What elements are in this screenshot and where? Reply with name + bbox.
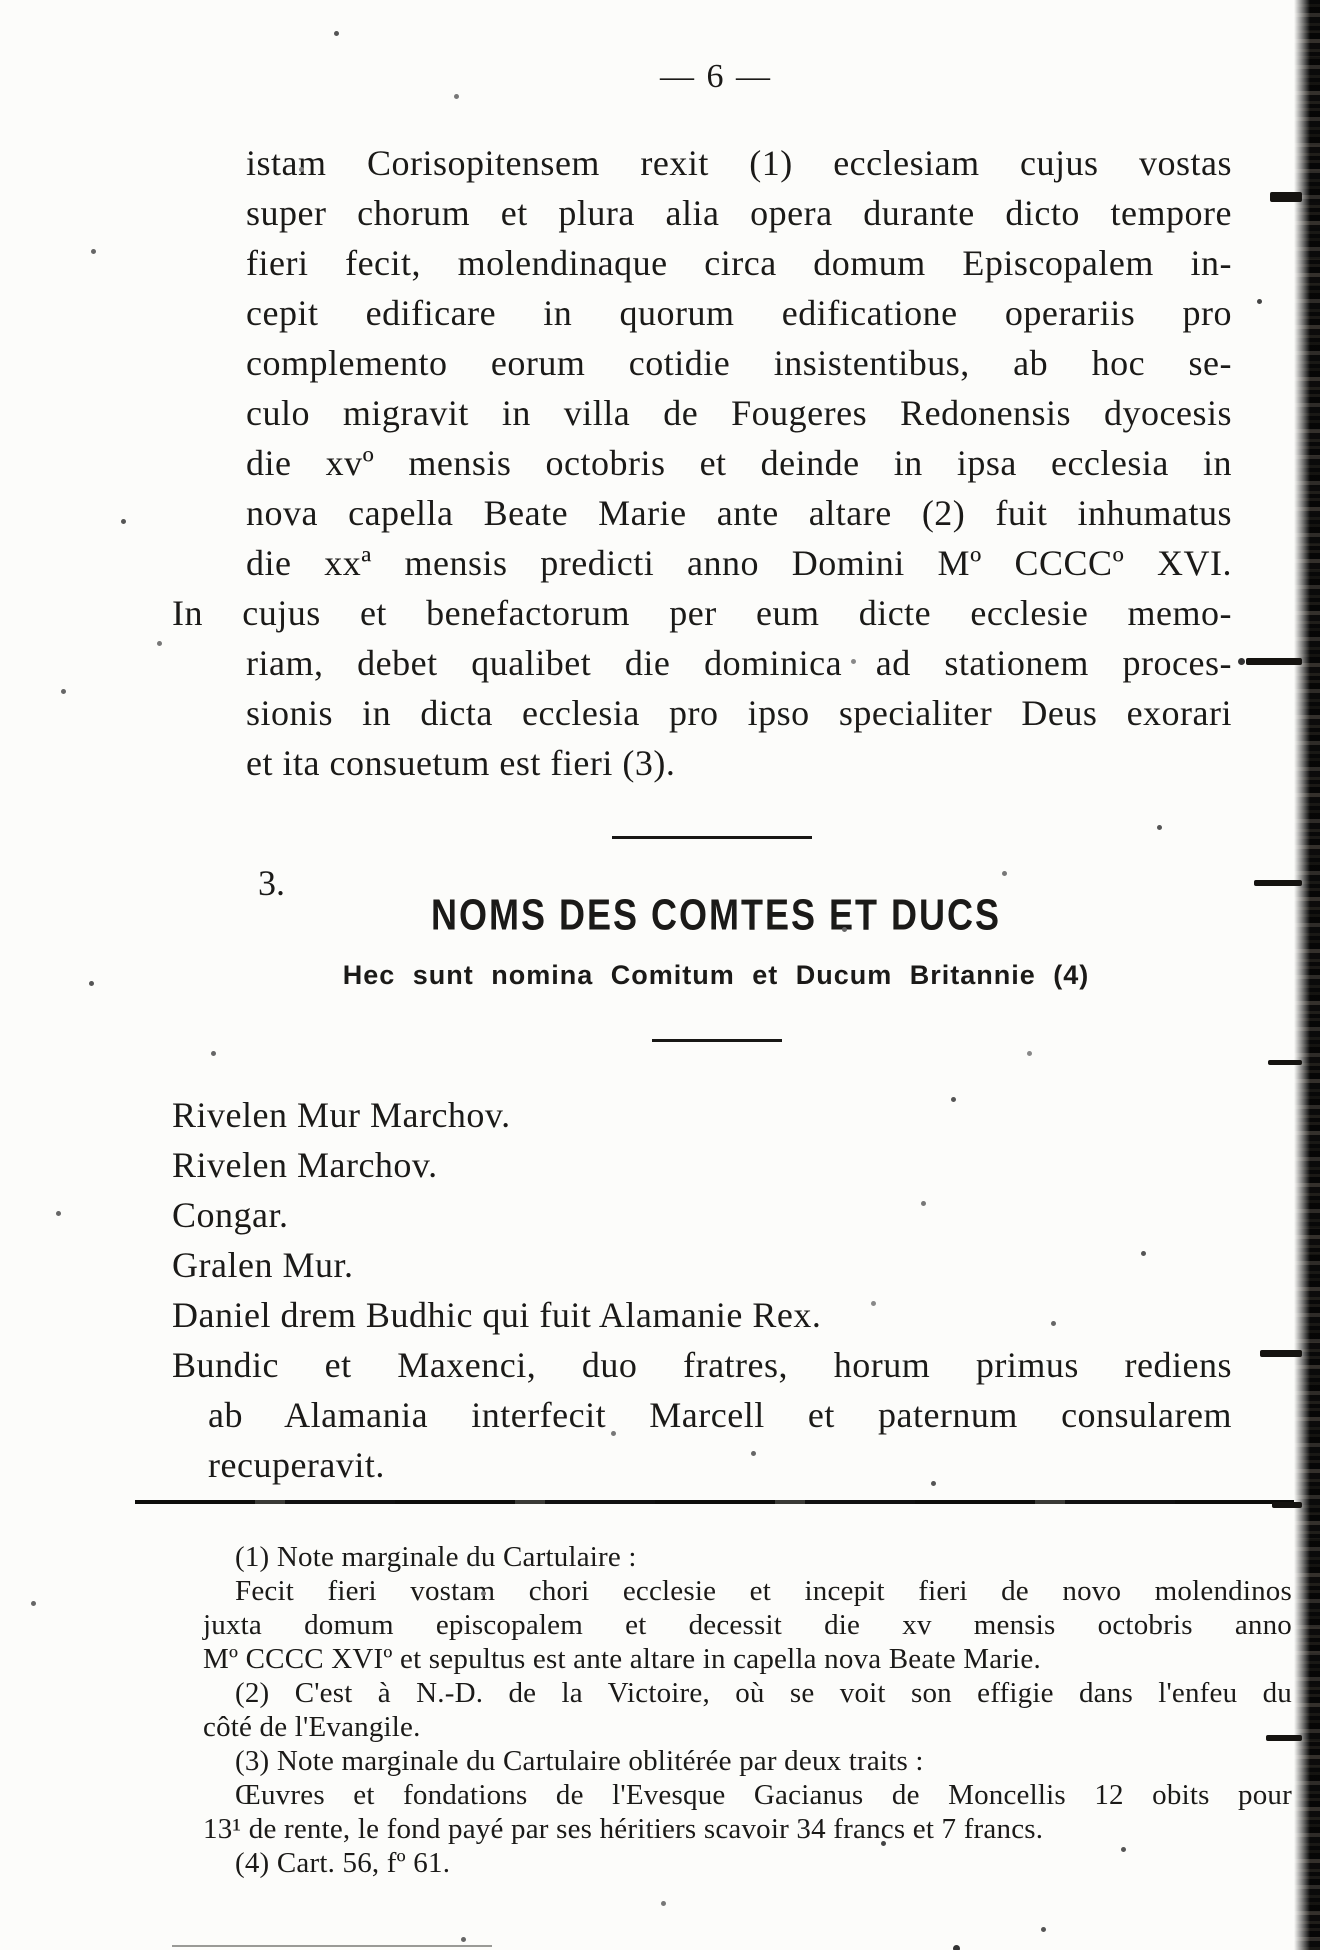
text-line: fieri fecit, molendinaque circa domum Episcopalem in- (246, 243, 1232, 283)
page-number: — 6 — (660, 58, 772, 95)
list-item: Rivelen Mur Marchov. (172, 1095, 511, 1135)
footnote-line: (3) Note marginale du Cartulaire oblitérée par deux traits : (235, 1745, 924, 1777)
section-number: 3. (258, 863, 285, 903)
main-paragraph (0, 138, 1232, 788)
scan-bottom-mark (172, 1945, 492, 1947)
footnote-line: Œuvres et fondations de l'Evesque Gacianus de Moncellis 12 obits pour (235, 1779, 1292, 1811)
list-item: Daniel drem Budhic qui fuit Alamanie Rex. (172, 1295, 822, 1335)
scan-edge-mark (1272, 1502, 1302, 1508)
footnote-line: juxta domum episcopalem et decessit die xv mensis octobris anno (203, 1609, 1292, 1641)
text-line: super chorum et plura alia opera durante dicto tempore (246, 193, 1232, 233)
list-item: ab Alamania interfecit Marcell et paternum consularem (208, 1395, 1232, 1435)
footnote-line: (2) C'est à N.-D. de la Victoire, où se voit son effigie dans l'enfeu du (235, 1677, 1292, 1709)
text-line: die xvº mensis octobris et deinde in ipsa ecclesia in (246, 443, 1232, 483)
scan-edge-mark (1254, 880, 1302, 886)
scan-binding-edge (1294, 0, 1320, 1950)
section-subtitle: Hec sunt nomina Comitum et Ducum Britannie (4) (342, 960, 1090, 990)
text-line: istam Corisopitensem rexit (1) ecclesiam cujus vostas (246, 143, 1232, 183)
footnote-line: 13¹ de rente, le fond payé par ses héritiers scavoir 34 francs et 7 francs. (203, 1813, 1044, 1845)
list-item: recuperavit. (208, 1445, 385, 1485)
footnote-line: Mº CCCC XVIº et sepultus est ante altare in capella nova Beate Marie. (203, 1643, 1041, 1675)
text-line: et ita consuetum est fieri (3). (246, 743, 676, 783)
scan-edge-mark (1270, 192, 1302, 202)
scan-edge-mark (1260, 1350, 1302, 1357)
text-line: In cujus et benefactorum per eum dicte ecclesie memo- (172, 593, 1232, 633)
text-line: nova capella Beate Marie ante altare (2) fuit inhumatus (246, 493, 1232, 533)
scan-edge-mark (1246, 658, 1302, 665)
footnote-line: côté de l'Evangile. (203, 1711, 421, 1743)
text-line: culo migravit in villa de Fougeres Redonensis dyocesis (246, 393, 1232, 433)
footnote-line: (1) Note marginale du Cartulaire : (235, 1541, 637, 1573)
text-line: complemento eorum cotidie insistentibus, ab hoc se- (246, 343, 1232, 383)
names-list (0, 1090, 1232, 1490)
section-title-text: NOMS DES COMTES ET DUCS (430, 889, 1002, 940)
footnote-separator-rule (135, 1500, 1320, 1504)
scan-dust-specks (0, 0, 3, 3)
text-line: sionis in dicta ecclesia pro ipso specialiter Deus exorari (246, 693, 1232, 733)
footnote-line: Fecit fieri vostam chori ecclesie et incepit fieri de novo molendinos (235, 1575, 1292, 1607)
scan-edge-mark (1266, 1735, 1302, 1741)
footnotes (0, 1540, 1292, 1880)
list-item: Rivelen Marchov. (172, 1145, 438, 1185)
footnote-line: (4) Cart. 56, fº 61. (235, 1847, 451, 1879)
text-line: riam, debet qualibet die dominica ad stationem proces- (246, 643, 1232, 683)
section-title (200, 889, 1232, 940)
list-item: Congar. (172, 1195, 289, 1235)
text-line: die xxª mensis predicti anno Domini Mº CCCCº XVI. (246, 543, 1232, 583)
list-item: Gralen Mur. (172, 1245, 354, 1285)
text-line: cepit edificare in quorum edificatione operariis pro (246, 293, 1232, 333)
section-divider-rule (612, 836, 812, 839)
list-item: Bundic et Maxenci, duo fratres, horum primus rediens (172, 1345, 1232, 1385)
scan-edge-mark (1268, 1060, 1302, 1065)
subtitle-divider-rule (652, 1039, 782, 1042)
